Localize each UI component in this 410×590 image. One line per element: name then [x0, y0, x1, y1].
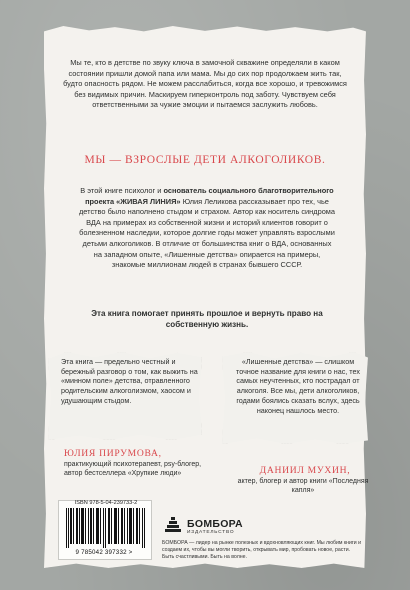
- publisher-subtitle: ИЗДАТЕЛЬСТВО: [187, 530, 235, 535]
- quote-left-author-role: практикующий психотерапевт, psy-блогер, автор бестселлера «Хрупкие люди»: [64, 461, 202, 477]
- description-paragraph: [78, 186, 336, 271]
- bombora-logo-icon: [162, 514, 184, 536]
- publisher-name: БОМБОРА: [187, 518, 243, 530]
- description-text-start: В этой книге психолог и: [80, 186, 164, 195]
- quote-left-author: ЮЛИЯ ПИРУМОВА,: [64, 448, 162, 459]
- headline: МЫ — ВЗРОСЛЫЕ ДЕТИ АЛКОГОЛИКОВ.: [84, 154, 326, 166]
- description-text-end: Юлия Леликова рассказывает про тех, чье детство было наполнено стыдом и страхом. Автор как носитель синдрома ВДА на примерах из собственной жизни и историй клиентов говорит о болезненном наследии, которое долгие годы может управлять взрослыми детьми алкоголиков. В отличие от большинства книг о ВДА, основанных на западном опыте, «Лишенные детства» опирается на примеры, знакомые миллионам людей в странах бывшего СССР.: [79, 196, 335, 270]
- barcode-icon: [66, 508, 146, 548]
- quote-right-text: «Лишенные детства» — слишком точное название для книги о нас, тех самых неучтенных, кто пострадал от алкоголя. Все мы, дети алкоголиков, годами боялись сказать вслух, здесь наконец нашлось место.: [236, 357, 360, 415]
- quote-left-text: Эта книга — предельно честный и бережный разговор о том, как выжить на «минном поле» детства, отравленного родительским алкоголизмом, хаосом и удушающим стыдом.: [61, 357, 198, 405]
- intro-paragraph: Мы те, кто в детстве по звуку ключа в замочной скважине определяли в каком состоянии пришли домой папа или мама. Мы до сих пор продолжаем жить так, будто опасность рядом. Не можем расслабиться, когда все хорошо, и тревожимся без видимых причин. Маскируем гиперконтроль под заботу. Чувствуем себя ответственными за чужие эмоции и пытаемся заслужить любовь.: [63, 58, 347, 110]
- isbn-text: ISBN 978-5-04-239733-2: [74, 500, 138, 506]
- quote-right-author: ДАНИИЛ МУХИН,: [259, 465, 351, 476]
- publisher-description: БОМБОРА — лидер на рынке полезных и вдохновляющих книг. Мы любим книги и создаем их, чтобы вы могли творить, открывать мир, пробовать новое, расти. Быть счастливыми. Быть на волне.: [162, 540, 362, 560]
- description-bold-phrase: основатель социального благотворительного проекта «ЖИВАЯ ЛИНИЯ»: [85, 186, 334, 206]
- barcode-number: 9 785042 397332 >: [75, 549, 133, 556]
- key-message: Эта книга помогает принять прошлое и вернуть право на собственную жизнь.: [91, 309, 323, 330]
- quote-right-author-role: актер, блогер и автор книги «Последняя капля»: [237, 478, 369, 494]
